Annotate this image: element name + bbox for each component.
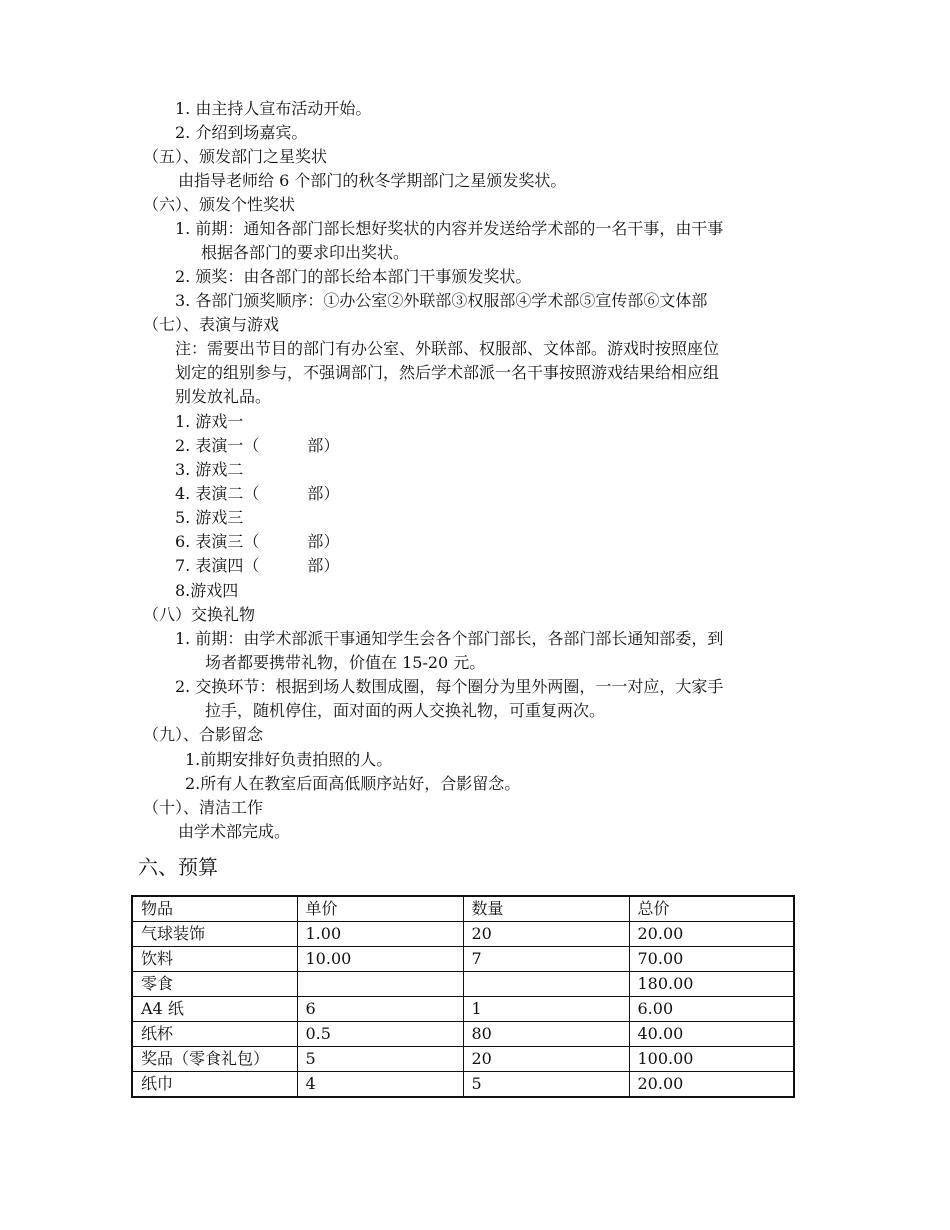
table-cell: 5 <box>297 1047 463 1072</box>
table-cell: 6.00 <box>629 997 794 1022</box>
outline-line: 5. 游戏三 <box>175 508 244 527</box>
table-cell: 纸巾 <box>132 1072 297 1098</box>
table-row <box>132 972 794 997</box>
table-cell: 70.00 <box>629 947 794 972</box>
outline-heading: （七）、表演与游戏 <box>143 315 280 334</box>
table-row <box>132 947 794 972</box>
table-cell: 饮料 <box>132 947 297 972</box>
section-title-budget: 六、预算 <box>138 855 218 879</box>
outline-line: 1. 前期：通知各部门部长想好奖状的内容并发送给学术部的一名干事，由干事 <box>175 219 724 238</box>
table-cell: 1 <box>463 997 629 1022</box>
table-cell: 6 <box>297 997 463 1022</box>
outline-line: 由学术部完成。 <box>178 822 291 841</box>
outline-heading: （五）、颁发部门之星奖状 <box>143 147 328 166</box>
table-cell: 80 <box>463 1022 629 1047</box>
table-row <box>132 922 794 947</box>
table-row <box>132 1072 794 1098</box>
table-cell: 100.00 <box>629 1047 794 1072</box>
table-header-cell: 数量 <box>463 896 629 922</box>
outline-line: 划定的组别参与，不强调部门，然后学术部派一名干事按照游戏结果给相应组 <box>175 363 720 382</box>
table-header-row <box>132 896 794 922</box>
table-header-cell: 单价 <box>297 896 463 922</box>
outline-heading: （九）、合影留念 <box>143 725 264 744</box>
table-cell: 20 <box>463 1047 629 1072</box>
outline-line: 由指导老师给 6 个部门的秋冬学期部门之星颁发奖状。 <box>178 171 567 190</box>
table-cell: 20.00 <box>629 1072 794 1098</box>
table-cell: 气球装饰 <box>132 922 297 947</box>
table-cell: 20 <box>463 922 629 947</box>
table-cell: 1.00 <box>297 922 463 947</box>
outline-heading: （六）、颁发个性奖状 <box>143 195 296 214</box>
table-cell: 40.00 <box>629 1022 794 1047</box>
outline-line: 注：需要出节目的部门有办公室、外联部、权服部、文体部。游戏时按照座位 <box>175 339 720 358</box>
outline-line: 别发放礼品。 <box>175 387 272 406</box>
outline-line: 1. 游戏一 <box>175 412 244 431</box>
table-cell <box>463 972 629 997</box>
table-header-cell: 总价 <box>629 896 794 922</box>
table-cell: 7 <box>463 947 629 972</box>
table-cell: A4 纸 <box>132 997 297 1022</box>
outline-heading: （十）、清洁工作 <box>143 798 264 817</box>
outline-line: 2.所有人在教室后面高低顺序站好，合影留念。 <box>185 774 521 793</box>
table-cell: 纸杯 <box>132 1022 297 1047</box>
outline-line: 拉手，随机停住，面对面的两人交换礼物，可重复两次。 <box>205 701 606 720</box>
outline-line: 2. 介绍到场嘉宾。 <box>175 123 308 142</box>
table-cell: 5 <box>463 1072 629 1098</box>
table-row <box>132 997 794 1022</box>
table-cell: 4 <box>297 1072 463 1098</box>
table-cell: 10.00 <box>297 947 463 972</box>
outline-line: 4. 表演二（ 部） <box>175 484 340 503</box>
table-row <box>132 1047 794 1072</box>
outline-line: 3. 各部门颁奖顺序：①办公室②外联部③权服部④学术部⑤宣传部⑥文体部 <box>175 291 708 310</box>
outline-line: 7. 表演四（ 部） <box>175 556 340 575</box>
outline-line: 场者都要携带礼物，价值在 15-20 元。 <box>205 653 486 672</box>
table-cell: 奖品（零食礼包） <box>132 1047 297 1072</box>
outline-line: 6. 表演三（ 部） <box>175 532 340 551</box>
table-cell <box>297 972 463 997</box>
outline-line: 1.前期安排好负责拍照的人。 <box>185 750 393 769</box>
outline-line: 1. 前期：由学术部派干事通知学生会各个部门部长，各部门部长通知部委，到 <box>175 629 724 648</box>
outline-line: 3. 游戏二 <box>175 460 244 479</box>
table-cell: 0.5 <box>297 1022 463 1047</box>
table-header-cell: 物品 <box>132 896 297 922</box>
table-row <box>132 1022 794 1047</box>
table-cell: 20.00 <box>629 922 794 947</box>
outline-line: 2. 表演一（ 部） <box>175 436 340 455</box>
outline-line: 1. 由主持人宣布活动开始。 <box>175 99 372 118</box>
budget-table <box>131 895 795 1098</box>
table-cell: 180.00 <box>629 972 794 997</box>
outline-line: 根据各部门的要求印出奖状。 <box>201 243 410 262</box>
outline-heading: （八）交换礼物 <box>143 605 256 624</box>
table-cell: 零食 <box>132 972 297 997</box>
outline-line: 2. 颁奖：由各部门的部长给本部门干事颁发奖状。 <box>175 267 532 286</box>
outline-line: 8.游戏四 <box>175 581 239 600</box>
outline-line: 2. 交换环节：根据到场人数围成圈，每个圈分为里外两圈，一一对应，大家手 <box>175 677 724 696</box>
